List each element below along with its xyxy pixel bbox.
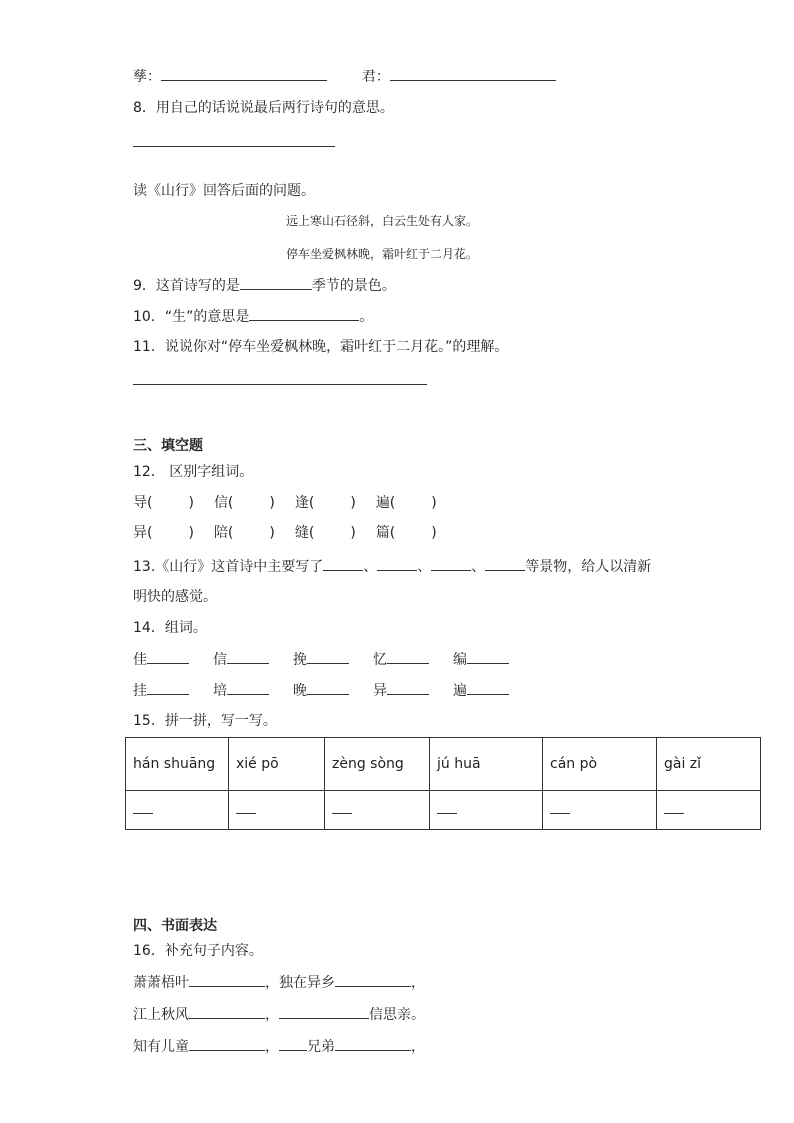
q13-sep-2: 、 bbox=[417, 559, 432, 575]
q12-r2-c2-close: ) bbox=[269, 525, 275, 541]
q14-r1-blank-2[interactable] bbox=[227, 649, 269, 664]
q14-r1-blank-4[interactable] bbox=[387, 649, 429, 664]
q12-row-2 bbox=[133, 523, 437, 543]
q16-l1-a: 萧萧梧叶 bbox=[133, 975, 189, 991]
q12-r1-c4: 遍( bbox=[375, 495, 396, 511]
reading-intro: 读《山行》回答后面的问题。 bbox=[133, 183, 315, 199]
q16-l2-c: 信思亲。 bbox=[369, 1007, 425, 1023]
q14-r1-char-1: 佳 bbox=[133, 652, 147, 668]
q10-line bbox=[133, 306, 373, 327]
q14-r2-char-4: 异 bbox=[373, 683, 387, 699]
q14-r2-char-2: 培 bbox=[213, 683, 227, 699]
pinyin-cell-3: zèng sòng bbox=[325, 738, 430, 791]
q10-after: 。 bbox=[359, 309, 374, 325]
answer-cell-3[interactable] bbox=[325, 791, 430, 830]
q14-r1-char-3: 挽 bbox=[293, 652, 307, 668]
q12-row-1 bbox=[133, 493, 437, 513]
pinyin-row bbox=[126, 738, 761, 791]
q13-after: 等景物，给人以清新 bbox=[525, 559, 652, 575]
answer-cell-2[interactable] bbox=[229, 791, 325, 830]
q14-r2-blank-3[interactable] bbox=[307, 680, 349, 695]
q10-before: 10．“生”的意思是 bbox=[133, 309, 250, 325]
q16-text: 16．补充句子内容。 bbox=[133, 943, 263, 959]
q16-l2-blank-2[interactable] bbox=[279, 1004, 369, 1019]
answer-row bbox=[126, 791, 761, 830]
q12-r2-c4: 篇( bbox=[375, 525, 396, 541]
q16-l3-b: ， bbox=[265, 1039, 279, 1055]
poem-line-1: 远上寒山石径斜，白云生处有人家。 bbox=[286, 214, 479, 228]
q16-l2-b: ， bbox=[265, 1007, 279, 1023]
q13-sep-1: 、 bbox=[363, 559, 378, 575]
answer-cell-5[interactable] bbox=[543, 791, 657, 830]
q12-text: 12． 区别字组词。 bbox=[133, 464, 254, 480]
pinyin-cell-4: jú huā bbox=[430, 738, 543, 791]
q7-line bbox=[133, 66, 556, 87]
q14-r2-blank-4[interactable] bbox=[387, 680, 429, 695]
q14-r1-blank-1[interactable] bbox=[147, 649, 189, 664]
q9-blank[interactable] bbox=[240, 275, 312, 290]
q12-r1-c2: 信( bbox=[213, 495, 234, 511]
q14-r1-char-5: 编 bbox=[453, 652, 467, 668]
q12-r1-c4-close: ) bbox=[431, 495, 437, 511]
q16-l1-blank-1[interactable] bbox=[189, 972, 265, 987]
q12-r1-c2-close: ) bbox=[269, 495, 275, 511]
q14-r1-blank-3[interactable] bbox=[307, 649, 349, 664]
q12-r2-c4-close: ) bbox=[431, 525, 437, 541]
q14-r2-char-3: 晚 bbox=[293, 683, 307, 699]
q14-r2-blank-5[interactable] bbox=[467, 680, 509, 695]
q11-answer-line[interactable] bbox=[133, 384, 427, 385]
q16-l3-blank-1[interactable] bbox=[189, 1036, 265, 1051]
q14-r2-blank-1[interactable] bbox=[147, 680, 189, 695]
answer-cell-6[interactable] bbox=[657, 791, 761, 830]
q10-blank[interactable] bbox=[249, 306, 359, 321]
poem-line-2: 停车坐爱枫林晚，霜叶红于二月花。 bbox=[286, 247, 479, 261]
section-3-title: 三、填空题 bbox=[133, 438, 203, 454]
q16-l3-c: 兄弟 bbox=[307, 1039, 335, 1055]
q14-r1-blank-5[interactable] bbox=[467, 649, 509, 664]
pinyin-cell-1: hán shuāng bbox=[126, 738, 229, 791]
q9-before: 9．这首诗写的是 bbox=[133, 278, 240, 294]
q14-text: 14．组词。 bbox=[133, 620, 207, 636]
q14-row-1 bbox=[133, 649, 509, 670]
answer-cell-4[interactable] bbox=[430, 791, 543, 830]
q14-r2-char-1: 挂 bbox=[133, 683, 147, 699]
pinyin-table bbox=[125, 737, 761, 830]
q9-line bbox=[133, 275, 396, 296]
q12-r2-c3: 缝( bbox=[294, 525, 315, 541]
q16-line-1 bbox=[133, 972, 425, 993]
q12-r2-c1: 异( bbox=[133, 525, 153, 541]
q16-l1-blank-2[interactable] bbox=[335, 972, 411, 987]
q13-blank-2[interactable] bbox=[377, 556, 417, 571]
q14-r1-char-2: 信 bbox=[213, 652, 227, 668]
q13-line-2: 明快的感觉。 bbox=[133, 589, 217, 605]
q13-blank-3[interactable] bbox=[431, 556, 471, 571]
q12-r1-c1-close: ) bbox=[188, 495, 194, 511]
q8-answer-line[interactable] bbox=[133, 146, 335, 147]
q13-line-1 bbox=[133, 556, 651, 577]
q14-r1-char-4: 忆 bbox=[373, 652, 387, 668]
q13-sep-3: 、 bbox=[471, 559, 486, 575]
q13-blank-4[interactable] bbox=[485, 556, 525, 571]
q12-r2-c2: 陪( bbox=[213, 525, 234, 541]
q16-l2-blank-1[interactable] bbox=[189, 1004, 265, 1019]
pinyin-cell-2: xié pō bbox=[229, 738, 325, 791]
q9-after: 季节的景色。 bbox=[311, 278, 396, 294]
section-4-title: 四、书面表达 bbox=[133, 918, 217, 934]
q13-blank-1[interactable] bbox=[323, 556, 363, 571]
q16-l1-b: ，独在异乡 bbox=[265, 975, 335, 991]
q16-line-3 bbox=[133, 1036, 425, 1057]
q7-b-label: 君： bbox=[361, 69, 390, 85]
q12-r2-c3-close: ) bbox=[350, 525, 356, 541]
q14-r2-char-5: 遍 bbox=[453, 683, 467, 699]
q16-line-2 bbox=[133, 1004, 425, 1025]
pinyin-cell-5: cán pò bbox=[543, 738, 657, 791]
q16-l3-d: ， bbox=[411, 1039, 425, 1055]
q12-r1-c3: 逢( bbox=[294, 495, 315, 511]
q16-l3-blank-3[interactable] bbox=[335, 1036, 411, 1051]
q16-l1-c: ， bbox=[411, 975, 425, 991]
q11-text: 11．说说你对“停车坐爱枫林晚，霜叶红于二月花。”的理解。 bbox=[133, 339, 509, 355]
q7-b-blank[interactable] bbox=[390, 66, 556, 81]
q7-a-label: 孳： bbox=[133, 69, 161, 85]
q15-text: 15．拼一拼，写一写。 bbox=[133, 713, 277, 729]
q12-r1-c1: 导( bbox=[133, 495, 153, 511]
q14-r2-blank-2[interactable] bbox=[227, 680, 269, 695]
q12-r2-c1-close: ) bbox=[188, 525, 194, 541]
q16-l2-a: 江上秋风 bbox=[133, 1007, 189, 1023]
q12-r1-c3-close: ) bbox=[350, 495, 356, 511]
q16-l3-blank-2[interactable] bbox=[279, 1036, 307, 1051]
answer-cell-1[interactable] bbox=[126, 791, 229, 830]
q13-before: 13.《山行》这首诗中主要写了 bbox=[133, 559, 324, 575]
q14-row-2 bbox=[133, 680, 509, 701]
q16-l3-a: 知有儿童 bbox=[133, 1039, 189, 1055]
q8-text: 8．用自己的话说说最后两行诗句的意思。 bbox=[133, 100, 394, 116]
pinyin-cell-6: gài zǐ bbox=[657, 738, 761, 791]
q7-a-blank[interactable] bbox=[161, 66, 327, 81]
